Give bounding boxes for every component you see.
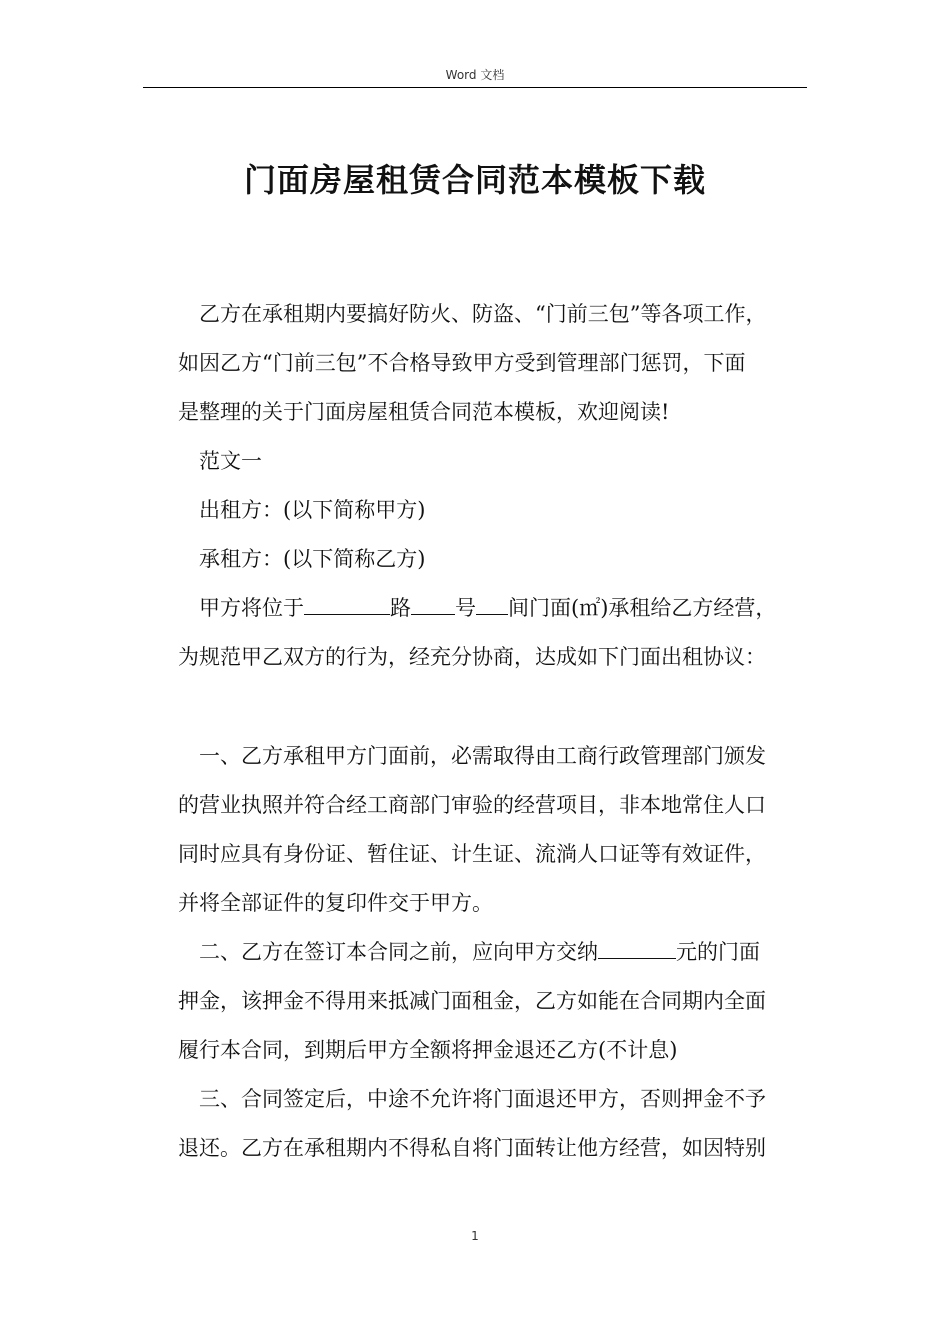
clause2-text-1: 二、乙方在签订本合同之前，应向甲方交纳 bbox=[199, 940, 598, 964]
clause1-line-2: 的营业执照并符合经工商部门审验的经营项目，非本地常住人口 bbox=[178, 793, 766, 817]
location-text-2: 路 bbox=[390, 596, 411, 620]
clause3-line-2: 退还。乙方在承租期内不得私自将门面转让他方经营，如因特别 bbox=[178, 1136, 766, 1160]
lessee-line: 承租方：(以下简称乙方) bbox=[199, 547, 426, 571]
clause2-line-3: 履行本合同，到期后甲方全额将押金退还乙方(不计息) bbox=[178, 1038, 678, 1062]
lessor-line: 出租方：(以下简称甲方) bbox=[199, 498, 426, 522]
page-number: 1 bbox=[471, 1229, 479, 1243]
clause2-line-1 bbox=[178, 928, 810, 977]
clause1-line-1: 一、乙方承租甲方门面前，必需取得由工商行政管理部门颁发 bbox=[199, 744, 766, 768]
document-body bbox=[178, 290, 810, 1173]
clause2-text-2: 元的门面 bbox=[676, 940, 760, 964]
location-line-2: 为规范甲乙双方的行为，经充分协商，达成如下门面出租协议： bbox=[178, 645, 766, 669]
clause1-line-3: 同时应具有身份证、暂住证、计生证、流淌人口证等有效证件， bbox=[178, 842, 766, 866]
clause2-line-2: 押金，该押金不得用来抵减门面租金，乙方如能在合同期内全面 bbox=[178, 989, 766, 1013]
location-text-1: 甲方将位于 bbox=[199, 596, 304, 620]
document-title: 门面房屋租赁合同范本模板下载 bbox=[243, 161, 706, 199]
clause1-line-4: 并将全部证件的复印件交于甲方。 bbox=[178, 891, 493, 915]
page-header: Word 文档 bbox=[445, 68, 505, 82]
number-blank bbox=[411, 596, 455, 615]
header-rule bbox=[143, 87, 807, 88]
intro-line-2: 如因乙方“门前三包”不合格导致甲方受到管理部门惩罚，下面 bbox=[178, 351, 746, 375]
deposit-blank bbox=[598, 940, 676, 959]
location-text-3: 号 bbox=[455, 596, 476, 620]
road-blank bbox=[304, 596, 390, 615]
clause3-line-1: 三、合同签定后，中途不允许将门面退还甲方，否则押金不予 bbox=[199, 1087, 766, 1111]
location-line bbox=[178, 584, 810, 633]
units-blank bbox=[476, 596, 508, 615]
intro-line-1: 乙方在承租期内要搞好防火、防盗、“门前三包”等各项工作， bbox=[199, 302, 767, 326]
paragraph-gap bbox=[178, 682, 810, 732]
intro-line-3: 是整理的关于门面房屋租赁合同范本模板，欢迎阅读! bbox=[178, 400, 670, 424]
location-text-4: 间门面(㎡)承租给乙方经营， bbox=[508, 596, 777, 620]
section-label: 范文一 bbox=[199, 449, 262, 473]
